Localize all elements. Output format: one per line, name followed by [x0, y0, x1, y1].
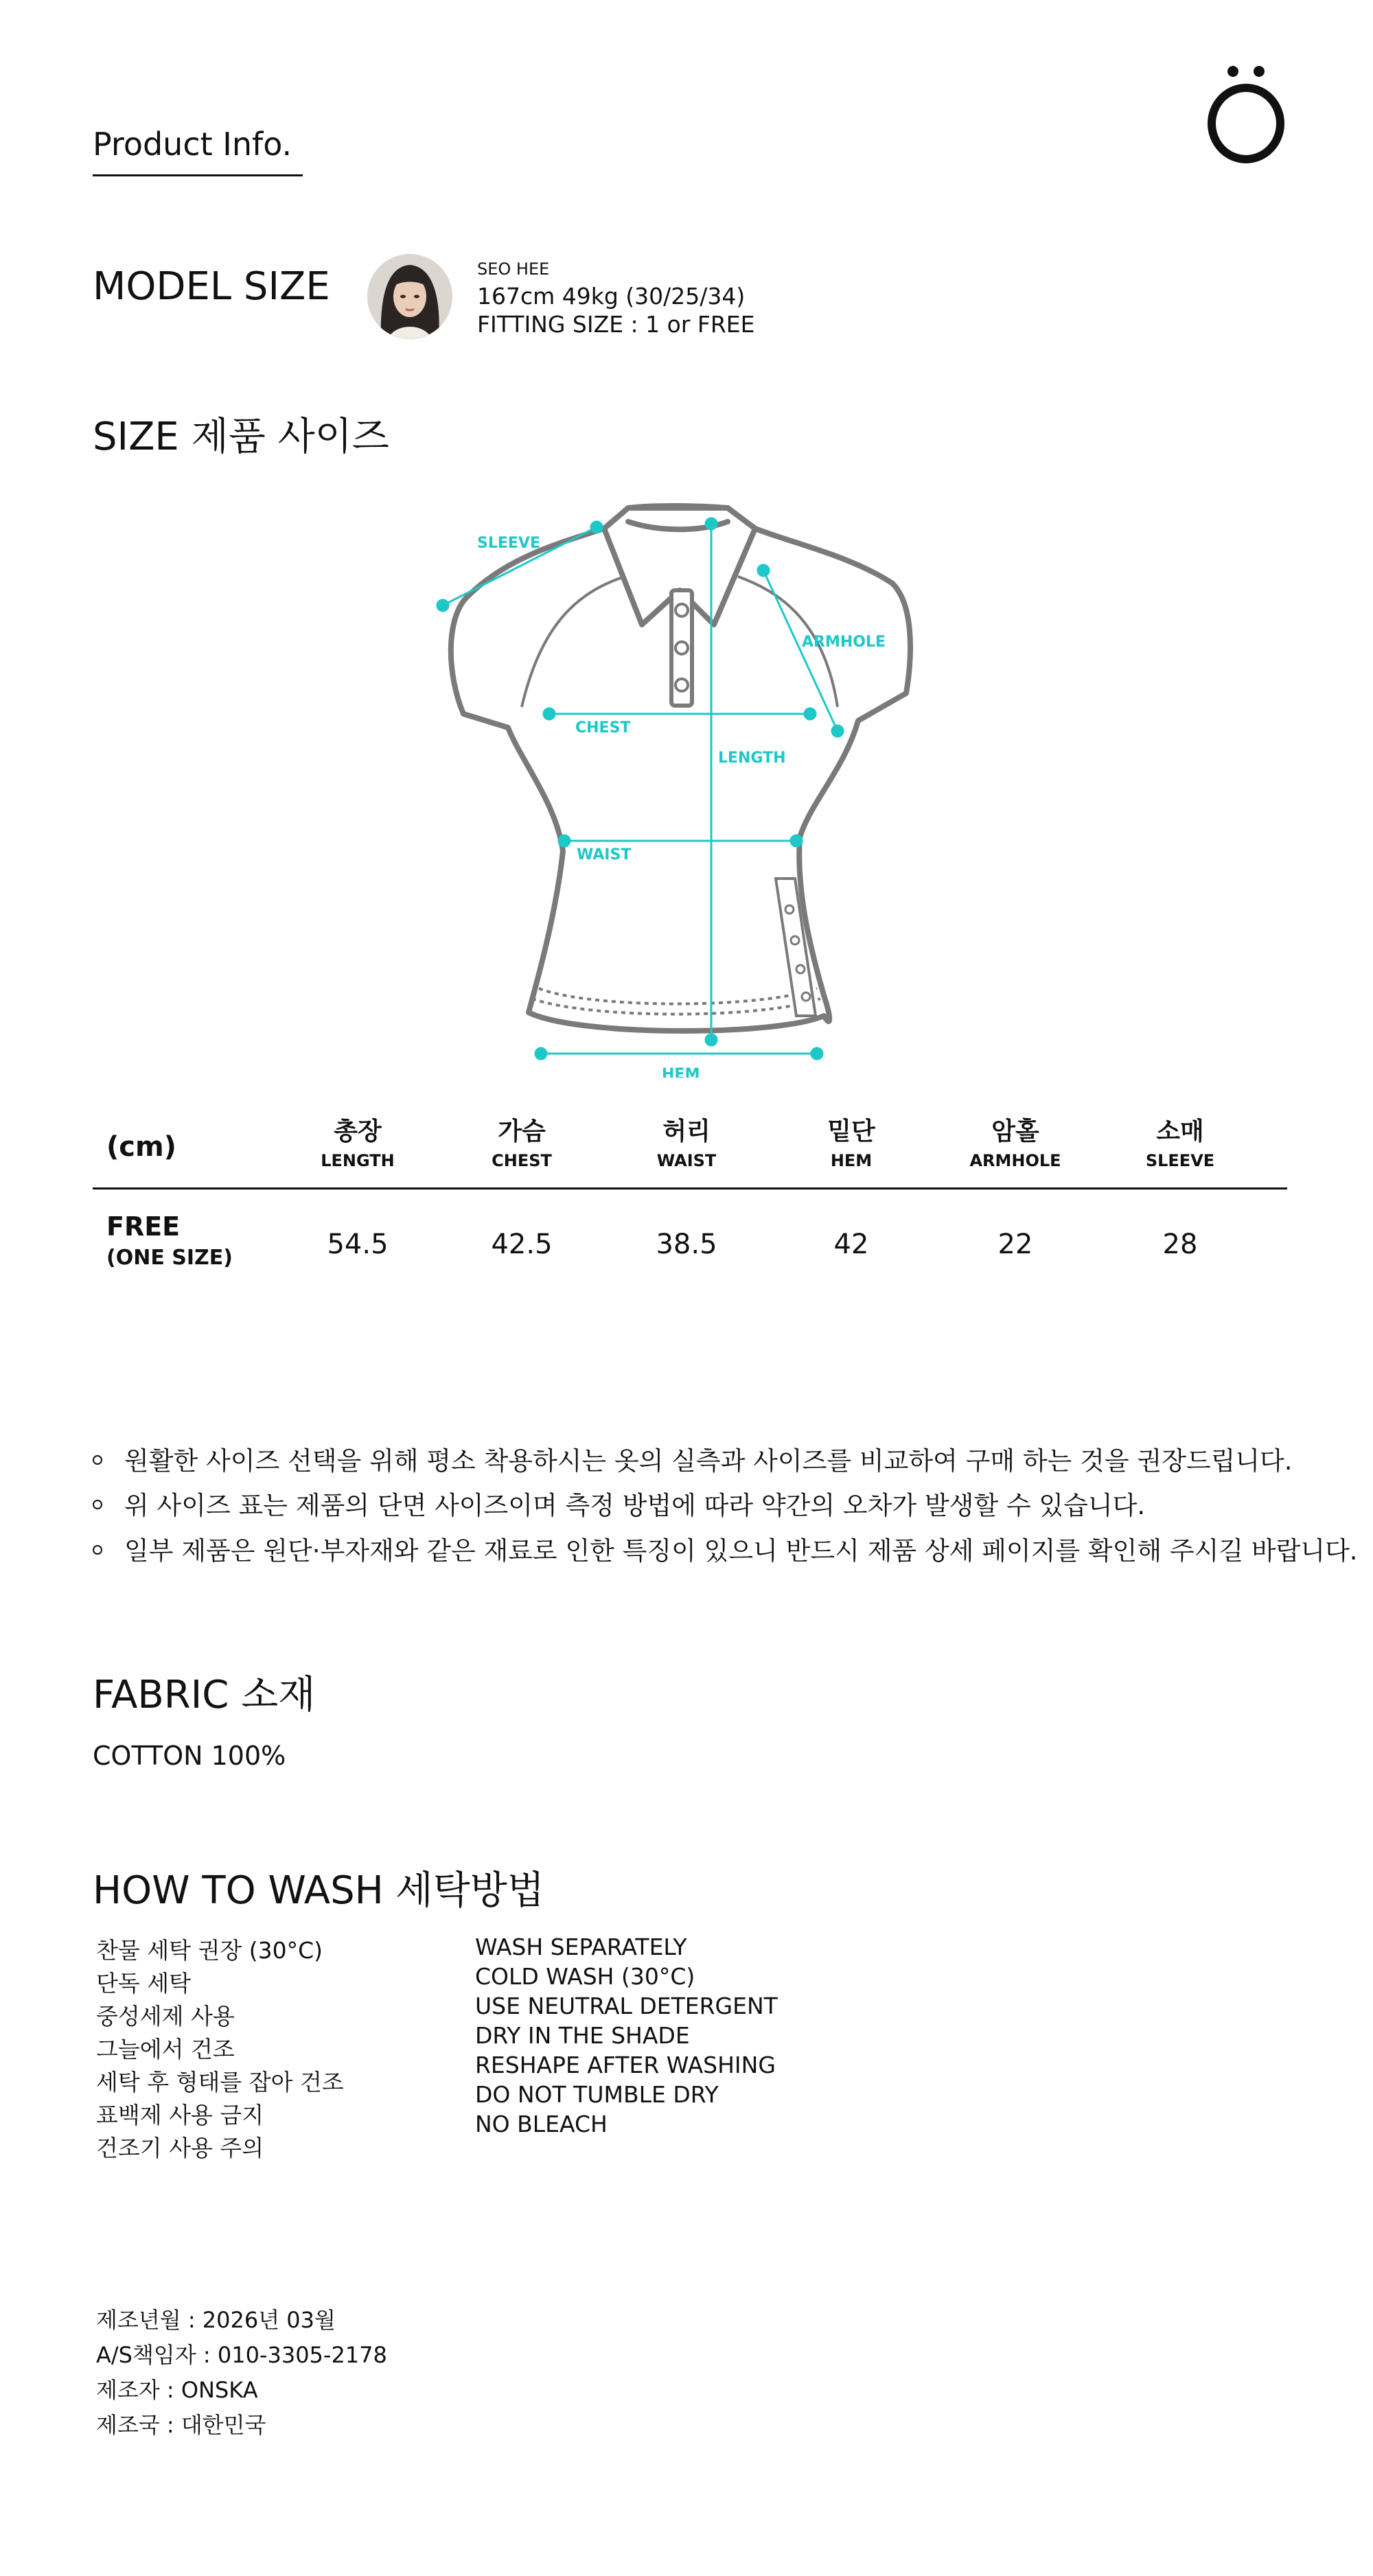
chest-label: CHEST [575, 719, 631, 736]
wash-kr-item: 단독 세탁 [96, 1970, 192, 1997]
model-fitting-size: FITTING SIZE : 1 or FREE [477, 311, 755, 338]
garment-size-diagram [412, 494, 920, 1078]
wash-en-item: RESHAPE AFTER WASHING [475, 2052, 776, 2078]
size-heading: SIZE 제품 사이즈 [93, 415, 389, 459]
wash-kr-item: 그늘에서 건조 [96, 2036, 235, 2063]
wash-instructions-kr [96, 1934, 344, 2165]
hem-label: HEM [662, 1066, 700, 1078]
bullet-icon [93, 1545, 102, 1555]
column-header-sleeve: 소매 SLEEVE [1145, 1117, 1215, 1170]
value-armhole: 22 [997, 1229, 1033, 1260]
column-header-hem: 밑단 HEM [827, 1117, 875, 1170]
wash-en-item: DO NOT TUMBLE DRY [475, 2081, 719, 2108]
wash-en-item: NO BLEACH [475, 2111, 608, 2137]
table-divider [93, 1187, 1287, 1190]
length-label: LENGTH [718, 750, 786, 767]
wash-instructions-en [475, 1932, 778, 2139]
manufacturer: 제조자 : ONSKA [96, 2377, 258, 2403]
wash-en-item: DRY IN THE SHADE [475, 2022, 690, 2049]
bullet-icon [93, 1455, 102, 1465]
model-name: SEO HEE [477, 259, 550, 279]
brand-logo [1201, 62, 1291, 165]
wash-kr-item: 표백제 사용 금지 [96, 2102, 264, 2128]
row-label-free: FREE [106, 1211, 181, 1242]
column-header-armhole: 암홀 ARMHOLE [969, 1117, 1061, 1170]
value-chest: 42.5 [491, 1229, 553, 1260]
bullet-icon [93, 1500, 102, 1509]
armhole-label: ARMHOLE [802, 634, 886, 651]
title-underline [93, 174, 303, 176]
wash-kr-item: 중성세제 사용 [96, 2003, 235, 2030]
country-of-origin: 제조국 : 대한민국 [96, 2412, 266, 2438]
value-sleeve: 28 [1162, 1229, 1198, 1260]
sleeve-label: SLEEVE [477, 535, 540, 552]
model-avatar [367, 254, 452, 339]
row-sublabel: (ONE SIZE) [106, 1246, 233, 1270]
manufacture-date: 제조년월 : 2026년 03월 [96, 2307, 336, 2333]
column-header-length: 총장 LENGTH [321, 1117, 395, 1170]
value-hem: 42 [833, 1229, 869, 1260]
fabric-value: COTTON 100% [93, 1741, 286, 1771]
fabric-heading: FABRIC 소재 [93, 1673, 316, 1717]
wash-heading: HOW TO WASH 세탁방법 [93, 1868, 544, 1913]
note-item: 원활한 사이즈 선택을 위해 평소 착용하시는 옷의 실측과 사이즈를 비교하여 구매 하는 것을 권장드립니다. [93, 1440, 1293, 1477]
note-item: 일부 제품은 원단·부자재와 같은 재료로 인한 특징이 있으니 반드시 제품 상세 페이지를 확인해 주시길 바랍니다. [93, 1530, 1358, 1567]
wash-kr-item: 찬물 세탁 권장 (30°C) [96, 1937, 323, 1964]
page-title: Product Info. [93, 126, 292, 163]
waist-label: WAIST [577, 846, 632, 863]
model-size-heading: MODEL SIZE [93, 264, 330, 309]
wash-en-item: WASH SEPARATELY [475, 1934, 687, 1960]
value-waist: 38.5 [656, 1229, 717, 1260]
column-header-chest: 가슴 CHEST [492, 1117, 552, 1170]
as-contact: A/S책임자 : 010-3305-2178 [96, 2342, 387, 2368]
value-length: 54.5 [327, 1229, 389, 1260]
wash-en-item: USE NEUTRAL DETERGENT [475, 1993, 778, 2019]
size-table-header [0, 1112, 1373, 1186]
column-header-waist: 허리 WAIST [656, 1117, 717, 1170]
table-unit: (cm) [106, 1131, 176, 1163]
wash-kr-item: 건조기 사용 주의 [96, 2135, 264, 2161]
model-stats: 167cm 49kg (30/25/34) [477, 283, 746, 310]
manufacturer-info [96, 2303, 387, 2443]
wash-en-item: COLD WASH (30°C) [475, 1963, 695, 1990]
note-item: 위 사이즈 표는 제품의 단면 사이즈이며 측정 방법에 따라 약간의 오차가 발생할 수 있습니다. [93, 1485, 1145, 1522]
wash-kr-item: 세탁 후 형태를 잡아 건조 [96, 2069, 344, 2096]
